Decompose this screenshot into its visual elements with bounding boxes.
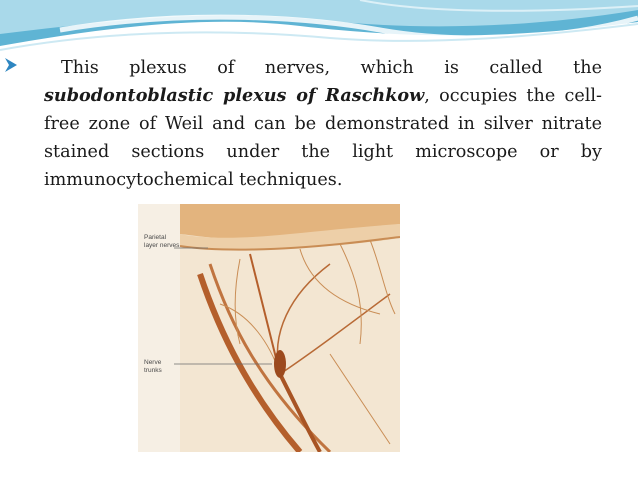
- bullet-paragraph: [44, 54, 602, 194]
- micrograph-figure: [138, 204, 400, 452]
- bullet-text-intro: This plexus of nerves, which is called the: [61, 58, 602, 78]
- bullet-text-emphasis: subodontoblastic plexus of Raschkow: [44, 85, 425, 106]
- bullet-text: [44, 54, 602, 194]
- bullet-text-rest: , occupies the cell- free zone of Weil and can be demonstrated in silver nitrate stained sections under the light microscope or by immunocytochemical techniques.: [44, 86, 603, 190]
- label-leader-lines: [138, 204, 400, 452]
- arrow-bullet-icon: [4, 57, 18, 73]
- label-nerve-trunks: Nerve trunks: [144, 359, 162, 374]
- label-parietal-nerves: Parietal layer nerves: [144, 234, 180, 249]
